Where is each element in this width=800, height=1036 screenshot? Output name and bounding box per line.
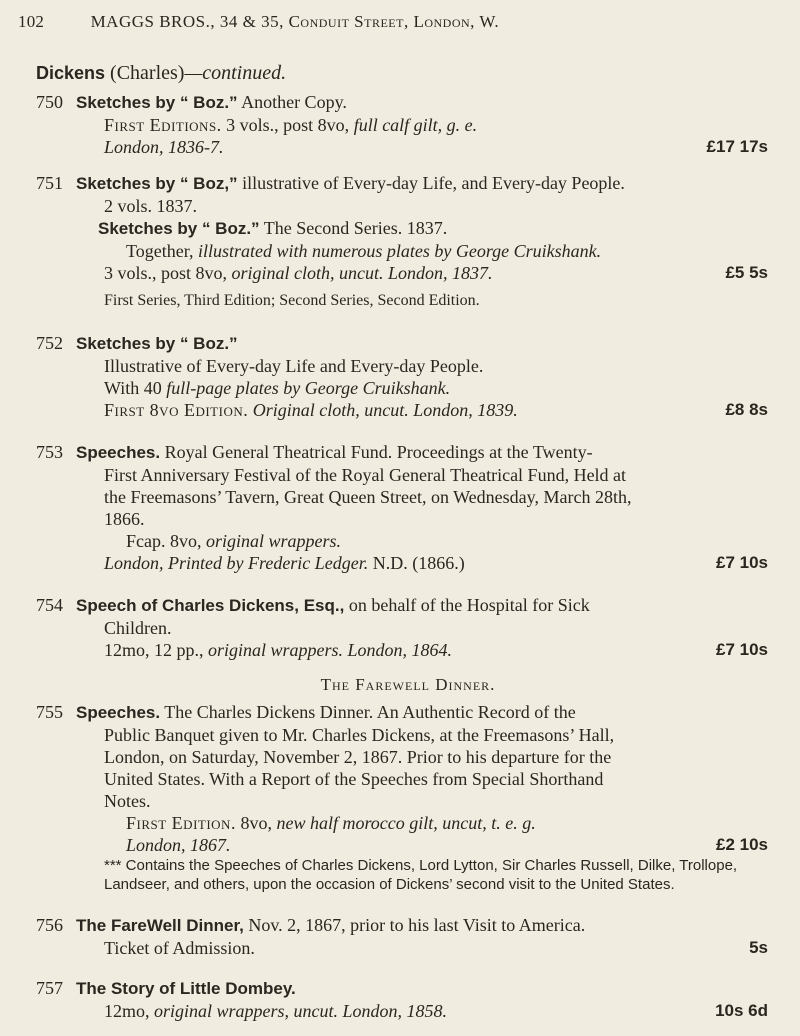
entry-description: Nov. 2, 1867, prior to his last Visit to America. (248, 915, 586, 935)
section-heading (36, 62, 780, 85)
price: £17 17s (706, 137, 768, 156)
imprint: London, 1839. (413, 400, 518, 420)
page-header (18, 12, 499, 32)
edition: First Edition. (126, 813, 236, 833)
binding: original wrappers. (206, 531, 342, 551)
subsection-heading: The Farewell Dinner. (320, 675, 496, 694)
continued-note: —continued. (184, 62, 287, 84)
publisher-line: MAGGS BROS., 34 & 35, Conduit Street, London, W. (90, 12, 500, 31)
edition-note: First Series, Third Edition; Second Series, Second Edition. (104, 292, 480, 309)
entry-number: 757 (36, 978, 63, 998)
entry-number: 753 (36, 442, 63, 462)
entry-title: Speech of Charles Dickens, Esq., (76, 596, 345, 615)
imprint-date: N.D. (1866.) (372, 553, 465, 573)
format: 3 vols., post 8vo, (104, 263, 228, 283)
entry-description: illustrative of Every-day Life, and Every-day People. (242, 173, 625, 193)
catalogue-entry-755 (36, 701, 780, 894)
imprint: London, 1867. (126, 835, 231, 855)
price: £2 10s (716, 835, 768, 854)
entry-description-2: Ticket of Admission. (104, 938, 255, 958)
catalogue-entry-756 (36, 914, 780, 959)
author-rest: (Charles) (110, 62, 185, 84)
price: £7 10s (716, 553, 768, 572)
entry-title: Speeches. (76, 703, 161, 722)
binding: Original cloth, uncut. (252, 400, 409, 420)
entry-description-2: Public Banquet given to Mr. Charles Dickens, at the Freemasons’ Hall, (104, 725, 615, 745)
catalogue-entry-754 (36, 594, 780, 661)
entry-note: *** Contains the Speeches of Charles Dickens, Lord Lytton, Sir Charles Russell, Dilke, Trollope, Landseer, and others, upon the occasion of Dickens’ second visit to the United States. (104, 857, 738, 893)
format: 12mo, 12 pp., (104, 640, 204, 660)
entry-title: The Story of Little Dombey. (76, 979, 296, 998)
author-name: Dickens (36, 63, 106, 83)
format: 3 vols., post 8vo, (226, 115, 350, 135)
entry-description: The Charles Dickens Dinner. An Authentic Record of the (164, 702, 576, 722)
catalogue-entry-750 (36, 91, 780, 158)
binding: new half morocco gilt, uncut, t. e. g. (276, 813, 536, 833)
entry-description-3: London, on Saturday, November 2, 1867. Prior to his departure for the (104, 747, 612, 767)
entry-year: 1866. (104, 509, 145, 529)
imprint: London, 1837. (388, 263, 493, 283)
entry-description-2: First Anniversary Festival of the Royal General Theatrical Fund, Held at (104, 465, 627, 485)
entry-title: Sketches by “ Boz.” (76, 93, 238, 112)
entry-title: Speeches. (76, 443, 161, 462)
entry-description: Royal General Theatrical Fund. Proceedings at the Twenty- (164, 442, 593, 462)
imprint: London, 1864. (347, 640, 453, 660)
entry-description-5: Notes. (104, 791, 151, 811)
entry-number: 750 (36, 92, 63, 112)
catalogue-content (36, 62, 780, 1036)
price: 10s 6d (715, 1001, 768, 1020)
plates-note: full-page plates by George Cruikshank. (166, 378, 451, 398)
edition: First 8vo Edition. (104, 400, 249, 420)
entry-number: 756 (36, 915, 63, 935)
imprint: London, 1858. (342, 1001, 448, 1021)
entry-description-second: The Second Series. 1837. (263, 218, 448, 238)
binding: original cloth, uncut. (231, 263, 384, 283)
illustration-note: illustrated with numerous plates by George Cruikshank. (198, 241, 602, 261)
entry-description-4: United States. With a Report of the Speeches from Special Shorthand (104, 769, 604, 789)
entry-description-2: Children. (104, 618, 172, 638)
entry-description: Another Copy. (241, 92, 347, 112)
entry-title-second: Sketches by “ Boz.” (98, 219, 260, 238)
entry-number: 755 (36, 702, 63, 722)
binding: original wrappers, uncut. (154, 1001, 339, 1021)
entry-title: Sketches by “ Boz.” (76, 334, 238, 353)
entry-number: 752 (36, 333, 63, 353)
catalogue-entry-753 (36, 441, 780, 574)
catalogue-entry-752 (36, 332, 780, 421)
catalogue-entry-751 (36, 172, 780, 312)
price: 5s (749, 938, 768, 957)
page-number: 102 (18, 12, 45, 31)
binding: full calf gilt, g. e. (353, 115, 478, 135)
price: £7 10s (716, 640, 768, 659)
entry-description: Illustrative of Every-day Life and Every-day People. (104, 356, 484, 376)
entry-title: Sketches by “ Boz,” (76, 174, 238, 193)
entry-title: The FareWell Dinner, (76, 916, 244, 935)
entry-description: on behalf of the Hospital for Sick (348, 595, 590, 615)
entry-volumes: 2 vols. 1837. (104, 196, 198, 216)
entry-description-3: the Freemasons’ Tavern, Great Queen Street, on Wednesday, March 28th, (104, 487, 632, 507)
edition: First Editions. (104, 115, 222, 135)
imprint: London, Printed by Frederic Ledger. (104, 553, 369, 573)
format: Fcap. 8vo, (126, 531, 202, 551)
format: 8vo, (240, 813, 272, 833)
entry-number: 751 (36, 173, 63, 193)
price: £5 5s (725, 263, 768, 282)
plates-count: With 40 (104, 378, 162, 398)
together: Together, (126, 241, 194, 261)
entry-number: 754 (36, 595, 63, 615)
binding: original wrappers. (208, 640, 344, 660)
imprint: London, 1836-7. (104, 137, 224, 157)
catalogue-entry-757 (36, 977, 780, 1022)
format: 12mo, (104, 1001, 150, 1021)
price: £8 8s (725, 400, 768, 419)
